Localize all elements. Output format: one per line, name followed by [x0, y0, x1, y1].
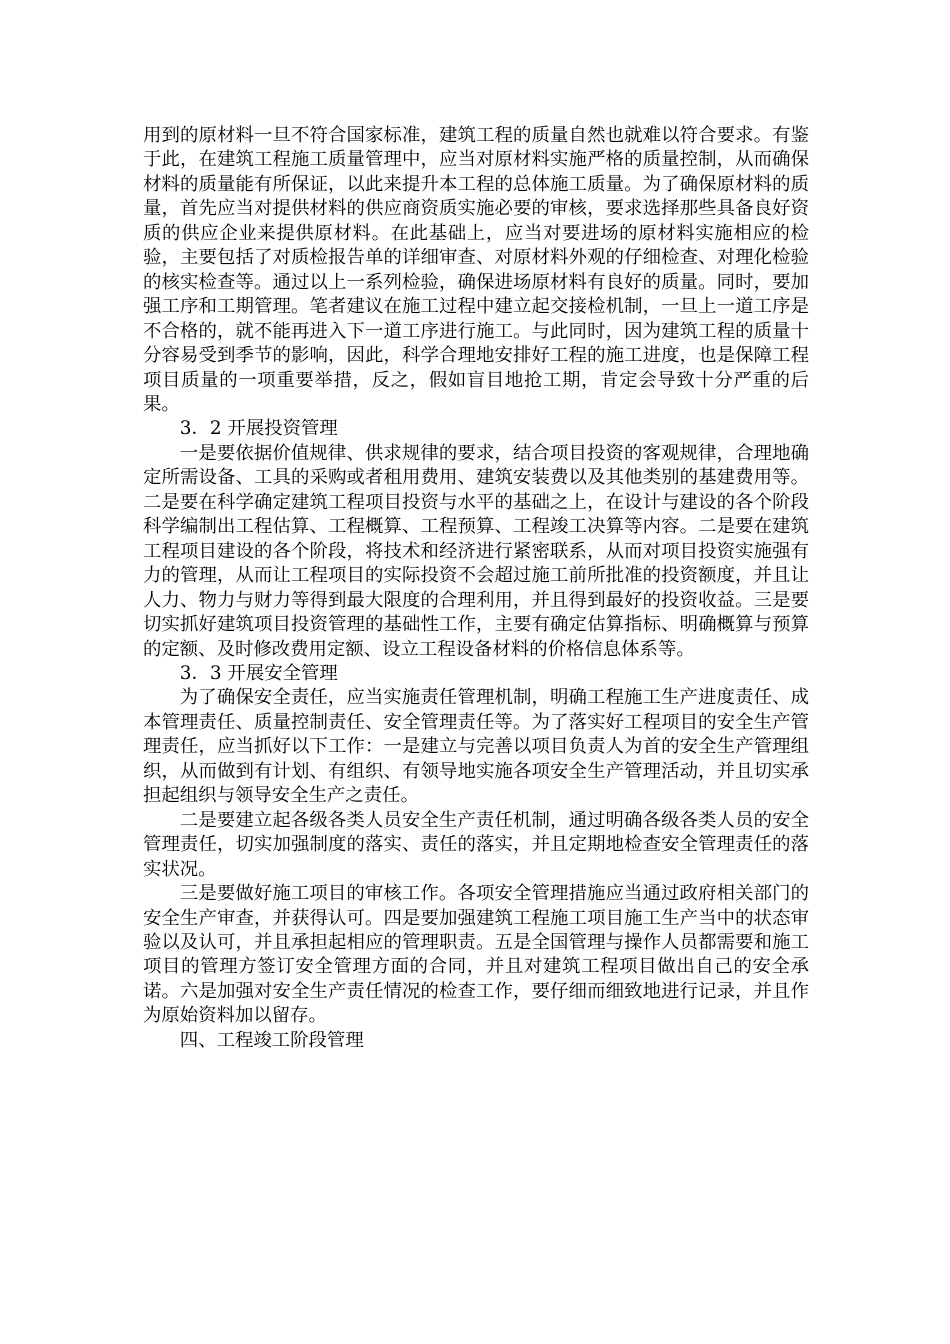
section-heading-investment: 3．2 开展投资管理 [179, 418, 338, 440]
paragraph-safety-responsibility: 为了确保安全责任，应当实施责任管理机制，明确工程施工生产进度责任、成本管理责任、质量控制责任、安全管理责任等。为了落实好工程项目的安全生产管理责任，应当抓好以下工作：一是建立与完善以项目负责人为首的安全生产管理组织，从而做到有计划、有组织、有领导地实施各项安全生产管理活动，并且切实承担起组织与领导安全生产之责任。 [143, 687, 809, 807]
paragraph-investment: 一是要依据价值规律、供求规律的要求，结合项目投资的客观规律，合理地确定所需设备、工具的采购或者租用费用、建筑安装费以及其他类别的基建费用等。二是要在科学确定建筑工程项目投资与水平的基础之上，在设计与建设的各个阶段科学编制出工程估算、工程概算、工程预算、工程竣工决算等内容。二是要在建筑工程项目建设的各个阶段，将技术和经济进行紧密联系，从而对项目投资实施强有力的管理，从而让工程项目的实际投资不会超过施工前所批准的投资额度，并且让人力、物力与财力等得到最大限度的合理利用，并且得到最好的投资收益。三是要切实抓好建筑项目投资管理的基础性工作，主要有确定估算指标、明确概算与预算的定额、及时修改费用定额、设立工程设备材料的价格信息体系等。 [143, 442, 809, 660]
paragraph-safety-review: 三是要做好施工项目的审核工作。各项安全管理措施应当通过政府相关部门的安全生产审查，并获得认可。四是要加强建筑工程施工项目施工生产当中的状态审验以及认可，并且承担起相应的管理职责。五是全国管理与操作人员都需要和施工项目的管理方签订安全管理方面的合同，并且对建筑工程项目做出自己的安全承诺。六是加强对安全生产责任情况的检查工作，要仔细而细致地进行记录，并且作为原始资料加以留存。 [143, 883, 809, 1027]
paragraph-safety-personnel: 二是要建立起各级各类人员安全生产责任机制，通过明确各级各类人员的安全管理责任，切实加强制度的落实、责任的落实，并且定期地检查安全管理责任的落实状况。 [143, 809, 809, 880]
document-body [143, 124, 809, 1053]
section-heading-completion: 四、工程竣工阶段管理 [179, 1029, 364, 1051]
section-heading-safety: 3．3 开展安全管理 [179, 662, 338, 684]
paragraph-materials-quality: 用到的原材料一旦不符合国家标准，建筑工程的质量自然也就难以符合要求。有鉴于此，在建筑工程施工质量管理中，应当对原材料实施严格的质量控制，从而确保材料的质量能有所保证，以此来提升本工程的总体施工质量。为了确保原材料的质量，首先应当对提供材料的供应商资质实施必要的审核，要求选择那些具备良好资质的供应企业来提供原材料。在此基础上，应当对要进场的原材料实施相应的检验，主要包括了对质检报告单的详细审查、对原材料外观的仔细检查、对理化检验的核实检查等。通过以上一系列检验，确保进场原材料有良好的质量。同时，要加强工序和工期管理。笔者建议在施工过程中建立起交接检机制，一旦上一道工序是不合格的，就不能再进入下一道工序进行施工。与此同时，因为建筑工程的质量十分容易受到季节的影响，因此，科学合理地安排好工程的施工进度，也是保障工程项目质量的一项重要举措，反之，假如盲目地抢工期，肯定会导致十分严重的后果。 [143, 125, 809, 415]
